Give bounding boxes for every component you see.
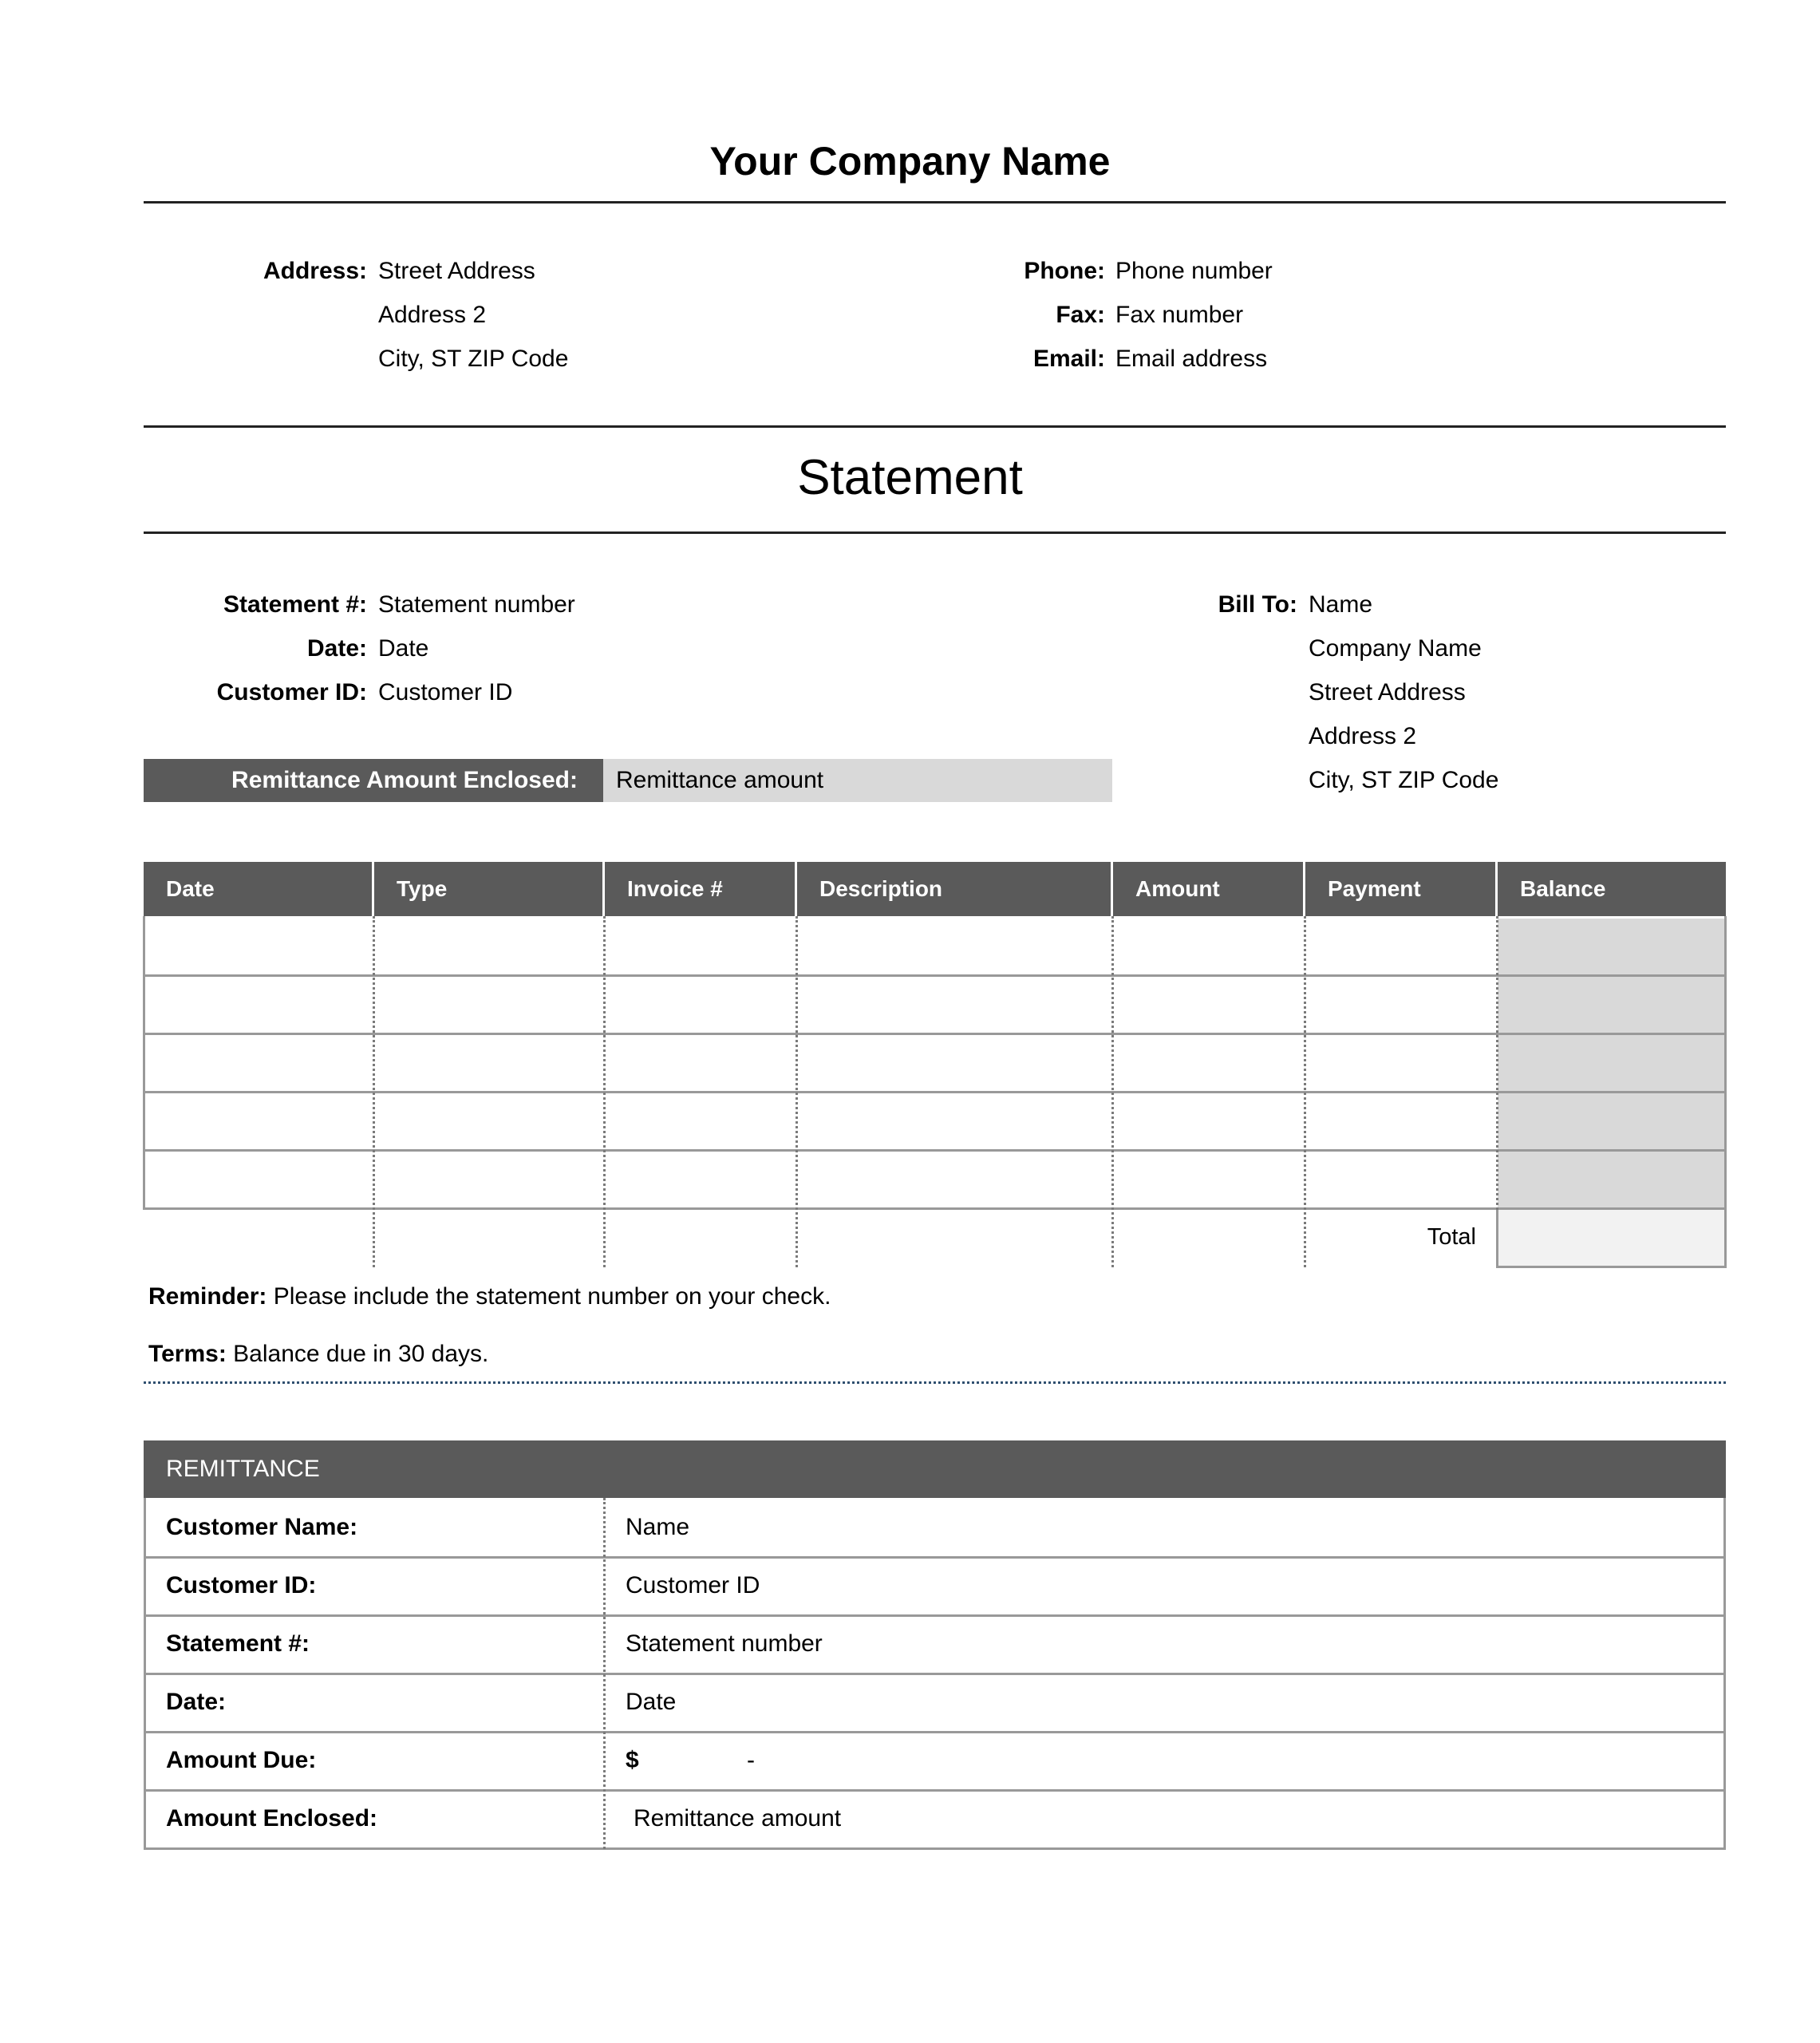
fax-value: Fax number [1115,302,1244,328]
col-separator [1111,916,1114,1267]
remit-date-label: Date: [166,1689,227,1715]
fax-label: Fax: [1056,302,1105,328]
row-divider [144,1149,1726,1152]
col-header-amount: Amount [1113,862,1303,916]
remit-statement-number-value[interactable]: Statement number [626,1630,823,1657]
statement-date-value: Date [378,635,429,662]
col-separator [603,916,606,1267]
total-left-border [1496,1207,1498,1268]
table-left-border [143,916,145,1210]
section-rule-bottom [144,531,1726,534]
remit-customer-name-value[interactable]: Name [626,1514,690,1540]
section-rule-top [144,425,1726,428]
remit-amount-due-currency: $ [626,1747,639,1773]
table-right-border [1724,916,1727,1268]
customer-id-value: Customer ID [378,679,513,705]
row-divider [144,1207,1726,1210]
balance-cell[interactable] [1498,977,1726,1033]
remit-customer-id-value[interactable]: Customer ID [626,1572,760,1598]
phone-label: Phone: [1024,258,1105,284]
col-header-payment: Payment [1305,862,1495,916]
company-name: Your Company Name [709,139,1111,184]
customer-id-label: Customer ID: [216,679,367,705]
balance-cell[interactable] [1498,919,1726,974]
address-line-1: Street Address [378,258,535,284]
remittance-row-divider [144,1731,1726,1733]
address-line-3: City, ST ZIP Code [378,346,569,372]
bill-to-line-3: Street Address [1309,679,1466,705]
remittance-row-divider [144,1673,1726,1675]
remittance-header: REMITTANCE [144,1440,1726,1498]
remit-customer-id-label: Customer ID: [166,1572,317,1598]
remit-date-value[interactable]: Date [626,1689,677,1715]
statement-number-label: Statement #: [223,591,367,618]
address-label: Address: [263,258,367,284]
reminder-note [148,1281,831,1313]
terms-note [148,1338,488,1370]
bill-to-line-2: Company Name [1309,635,1482,662]
col-separator [796,916,798,1267]
remit-amount-due-value[interactable]: - [747,1747,755,1773]
total-bottom-line [1498,1266,1726,1268]
terms-text: Balance due in 30 days. [233,1341,489,1367]
email-value: Email address [1115,346,1268,372]
remit-amount-enclosed-value[interactable]: Remittance amount [634,1805,842,1832]
bill-to-line-4: Address 2 [1309,723,1417,749]
statement-title: Statement [797,450,1023,505]
total-label: Total [1427,1224,1476,1250]
col-header-invoice: Invoice # [605,862,795,916]
col-header-date: Date [144,862,372,916]
col-separator [373,916,375,1267]
col-header-description: Description [797,862,1111,916]
remit-amount-enclosed-label: Amount Enclosed: [166,1805,378,1832]
terms-label: Terms: [148,1341,227,1367]
bill-to-label: Bill To: [1218,591,1297,618]
header-rule [144,201,1726,204]
remittance-enclosed-value[interactable]: Remittance amount [603,759,1112,802]
statement-date-label: Date: [306,635,367,662]
phone-value: Phone number [1115,258,1273,284]
col-header-type: Type [374,862,602,916]
cut-line [144,1381,1726,1384]
col-header-balance: Balance [1498,862,1726,916]
row-divider [144,974,1726,977]
remit-statement-number-label: Statement #: [166,1630,310,1657]
balance-cell[interactable] [1498,1035,1726,1091]
reminder-label: Reminder: [148,1283,267,1310]
col-separator [1304,916,1306,1267]
remittance-enclosed-label: Remittance Amount Enclosed: [144,759,603,802]
remittance-row-divider [144,1614,1726,1617]
balance-cell[interactable] [1498,1152,1726,1207]
reminder-text: Please include the statement number on your check. [273,1283,831,1310]
statement-number-value: Statement number [378,591,575,618]
row-divider [144,1091,1726,1093]
col-separator [1496,916,1498,1210]
remit-amount-due-label: Amount Due: [166,1747,317,1773]
bill-to-line-1: Name [1309,591,1373,618]
total-balance-cell[interactable] [1498,1210,1726,1266]
remit-customer-name-label: Customer Name: [166,1514,358,1540]
bill-to-line-5: City, ST ZIP Code [1309,767,1499,793]
remittance-row-divider [144,1789,1726,1792]
balance-cell[interactable] [1498,1093,1726,1149]
email-label: Email: [1032,346,1105,372]
address-line-2: Address 2 [378,302,487,328]
remittance-row-divider [144,1556,1726,1559]
remittance-col-separator [603,1498,606,1849]
row-divider [144,1033,1726,1035]
